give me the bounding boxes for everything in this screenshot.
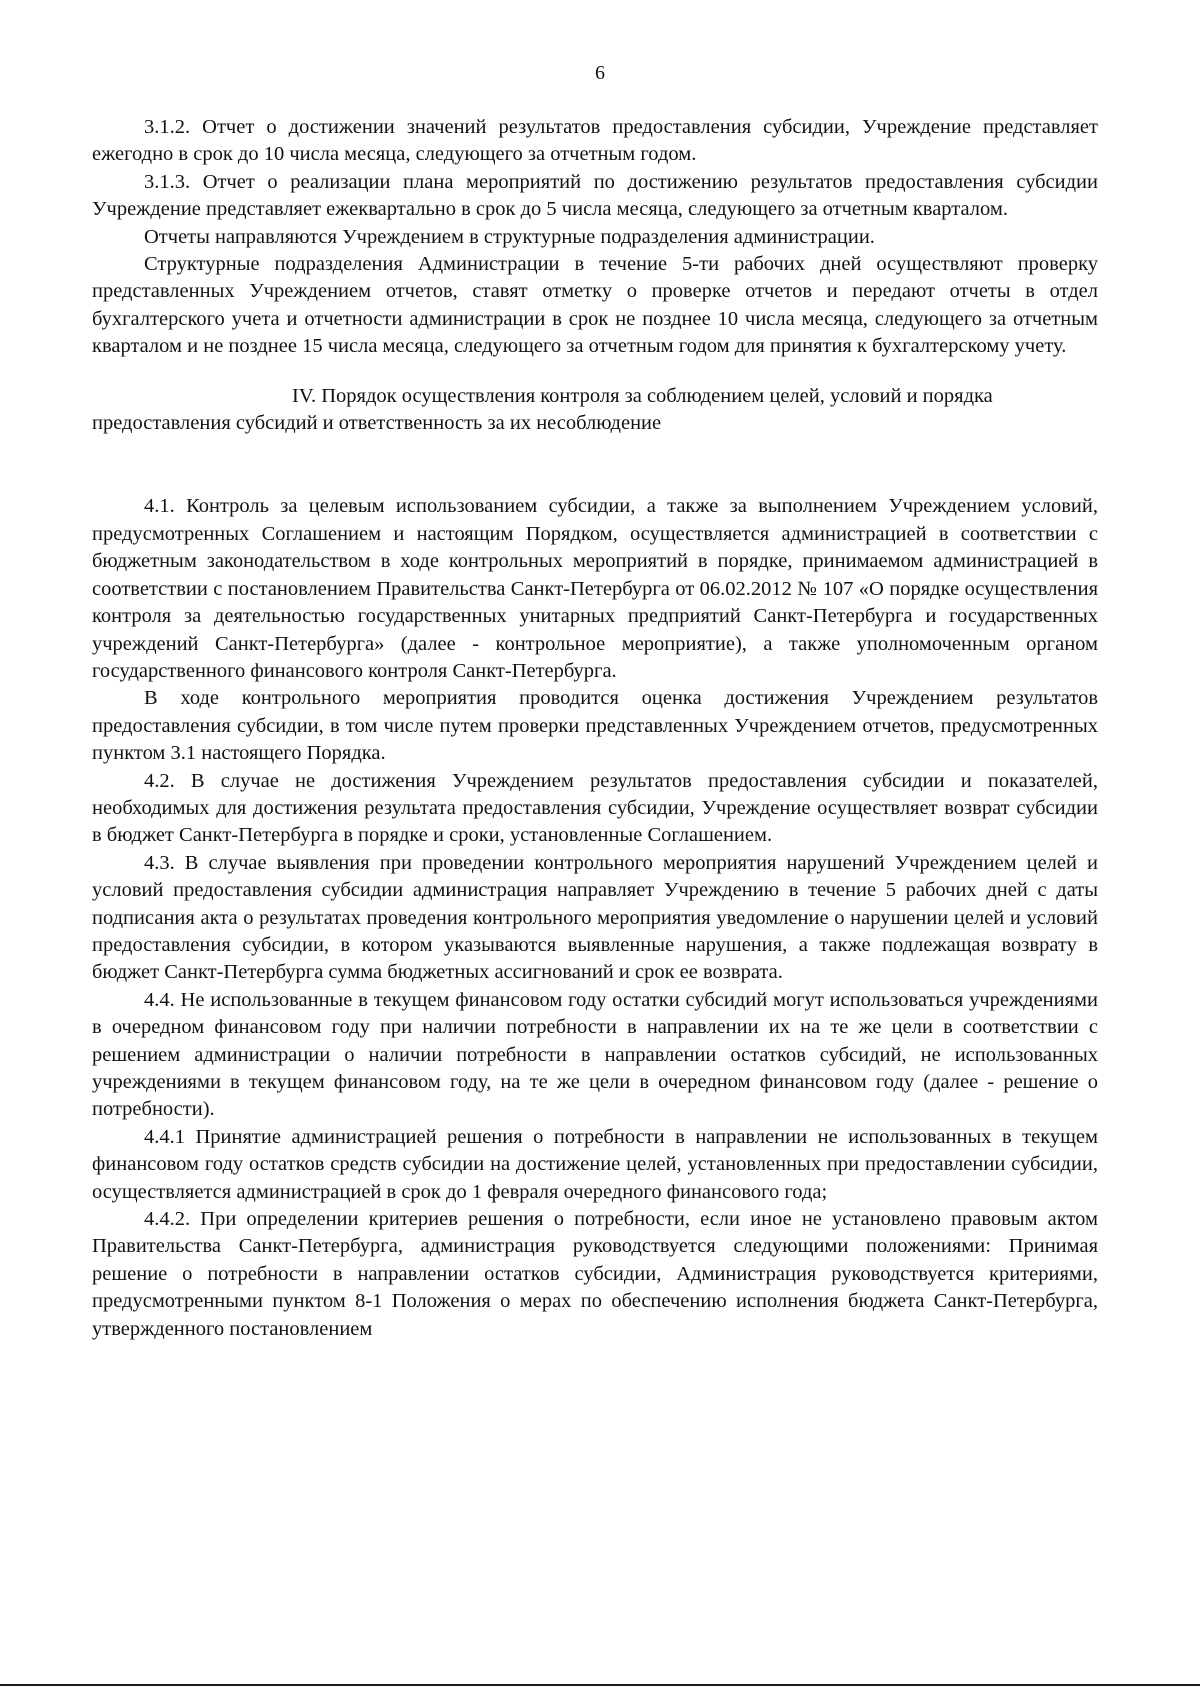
paragraph-4-4-2: 4.4.2. При определении критериев решения о потребности, если иное не установлено правовым актом Правительства Санкт-Петербурга, администрация руководствуется следующими положениями: Принимая решение о потребности в направлении остатков субсидии, Администрация руководствуется критериями, предусмотренными пунктом 8-1 Положения о мерах по обеспечению исполнения бюджета Санкт-Петербурга, утвержденного постановлением bbox=[92, 1208, 1098, 1340]
bottom-scan-edge bbox=[0, 1684, 1200, 1686]
paragraph-structural-check: Структурные подразделения Администрации в течение 5-ти рабочих дней осуществляют проверку представленных Учреждением отчетов, ставят отметку о проверке отчетов и передают отчеты в отдел бухгалтерского учета и отчетности администрации в срок не позднее 10 числа месяца, следующего за отчетным кварталом и не позднее 15 числа месяца, следующего за отчетным годом для принятия к бухгалтерскому учету. bbox=[92, 253, 1098, 358]
document-body bbox=[92, 114, 1098, 1343]
paragraph-reports-sent: Отчеты направляются Учреждением в структурные подразделения администрации. bbox=[144, 225, 875, 248]
section-4-heading: IV. Порядок осуществления контроля за соблюдением целей, условий и порядка предоставления субсидий и ответственность за их несоблюдение bbox=[92, 384, 993, 435]
section-3-reports bbox=[92, 114, 1098, 361]
paragraph-4-3: 4.3. В случае выявления при проведении контрольного мероприятия нарушений Учреждением целей и условий предоставления субсидии администрация направляет Учреждению в течение 5 рабочих дней с даты подписания акта о результатах проведения контрольного мероприятия уведомление о нарушении целей и условий предоставления субсидии, в котором указываются выявленные нарушения, а также подлежащая возврату в бюджет Санкт-Петербурга сумма бюджетных ассигнований и срок ее возврата. bbox=[92, 851, 1098, 984]
paragraph-4-4: 4.4. Не использованные в текущем финансовом году остатки субсидий могут использоваться учреждениями в очередном финансовом году при наличии потребности в направлении их на те же цели в соответствии с решением администрации о наличии потребности в направлении остатков субсидий, не использованных учреждениями в текущем финансовом году, на те же цели в очередном финансовом году (далее - решение о потребности). bbox=[92, 988, 1098, 1121]
paragraph-4-1-evaluation: В ходе контрольного мероприятия проводится оценка достижения Учреждением результатов предоставления субсидии, в том числе путем проверки представленных Учреждением отчетов, предусмотренных пунктом 3.1 настоящего Порядка. bbox=[92, 687, 1098, 765]
paragraph-4-4-1: 4.4.1 Принятие администрацией решения о потребности в направлении не использованных в текущем финансовом году остатков средств субсидии на достижение целей, установленных при предоставлении субсидии, осуществляется администрацией в срок до 1 февраля очередного финансового года; bbox=[92, 1125, 1098, 1203]
page-number: 6 bbox=[595, 62, 605, 84]
paragraph-3-1-2: 3.1.2. Отчет о достижении значений результатов предоставления субсидии, Учреждение представляет ежегодно в срок до 10 числа месяца, следующего за отчетным годом. bbox=[92, 116, 1098, 166]
section-4-control bbox=[92, 493, 1098, 1343]
heading-spacer bbox=[92, 437, 1098, 493]
paragraph-3-1-3: 3.1.3. Отчет о реализации плана мероприятий по достижению результатов предоставления субсидии Учреждение представляет ежеквартально в срок до 5 числа месяца, следующего за отчетным кварталом. bbox=[92, 170, 1098, 221]
paragraph-4-2: 4.2. В случае не достижения Учреждением результатов предоставления субсидии и показателей, необходимых для достижения результата предоставления субсидии, Учреждение осуществляет возврат субсидии в бюджет Санкт-Петербурга в порядке и сроки, установленные Соглашением. bbox=[92, 769, 1098, 847]
paragraph-4-1: 4.1. Контроль за целевым использованием субсидии, а также за выполнением Учреждением условий, предусмотренных Соглашением и настоящим Порядком, осуществляется администрацией в соответствии с бюджетным законодательством в ходе контрольных мероприятий в порядке, принимаемом администрацией в соответствии с постановлением Правительства Санкт-Петербурга от 06.02.2012 № 107 «О порядке осуществления контроля за деятельностью государственных унитарных предприятий Санкт-Петербурга и государственных учреждений Санкт-Петербурга» (далее - контрольное мероприятие), а также уполномоченным органом государственного финансового контроля Санкт-Петербурга. bbox=[92, 495, 1098, 682]
